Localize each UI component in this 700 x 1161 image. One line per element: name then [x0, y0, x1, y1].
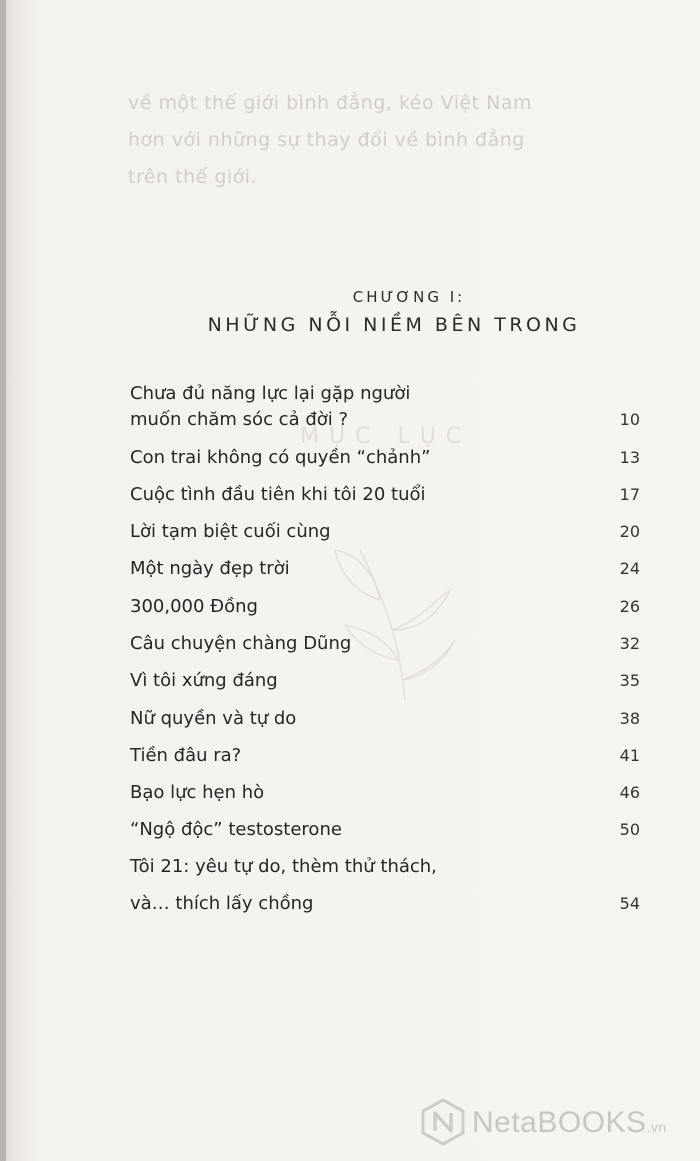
page-spine-shadow: [0, 0, 6, 1161]
watermark: [420, 1098, 695, 1148]
toc-entry-title: và… thích lấy chồng: [130, 893, 314, 914]
toc-entry-title: 300,000 Đồng: [130, 596, 258, 617]
toc-entry-page: 50: [619, 820, 640, 839]
watermark-suffix: .vn: [646, 1119, 667, 1135]
toc-entry-page: 10: [619, 410, 640, 429]
toc-entry-page: 46: [619, 783, 640, 802]
chapter-title: NHỮNG NỖI NIỀM BÊN TRONG: [207, 314, 581, 336]
toc-entry-page: 38: [619, 709, 640, 728]
toc-entry-page: 54: [619, 894, 640, 913]
toc-entry-title: “Ngộ độc” testosterone: [130, 819, 342, 840]
toc-entry-title: Tiền đâu ra?: [130, 745, 242, 766]
toc-entry-title: Câu chuyện chàng Dũng: [130, 633, 352, 654]
watermark-brand: NetaBOOKS: [472, 1106, 647, 1139]
toc-entry-title: Tôi 21: yêu tự do, thèm thử thách,: [130, 856, 437, 877]
toc-entry-page: 41: [619, 746, 640, 765]
netabooks-logo-icon: [420, 1098, 466, 1146]
toc-entry-title: Con trai không có quyền “chảnh”: [130, 447, 431, 468]
toc-entry-title: Vì tôi xứng đáng: [130, 670, 278, 691]
toc-entry-title: muốn chăm sóc cả đời ?: [130, 409, 349, 430]
toc-entry-page: 26: [619, 597, 640, 616]
toc-entry-title: Một ngày đẹp trời: [130, 558, 290, 579]
chapter-label: CHƯƠNG I:: [352, 288, 466, 306]
toc-entry-title: Nữ quyền và tự do: [130, 708, 297, 729]
toc-entry-page: 13: [619, 448, 640, 467]
toc-entry-title: Lời tạm biệt cuối cùng: [130, 521, 331, 542]
toc-entry-page: 24: [619, 559, 640, 578]
toc-entry-page: 35: [619, 671, 640, 690]
toc-entry-page: 32: [619, 634, 640, 653]
watermark-text: [472, 1106, 667, 1140]
bleed-through-line-1: về một thế giới bình đẳng, kéo Việt Nam: [128, 92, 533, 114]
bleed-through-line-2: hơn với những sự thay đổi về bình đẳng: [128, 129, 525, 151]
toc-entry-title: Cuộc tình đầu tiên khi tôi 20 tuổi: [130, 484, 426, 505]
toc-entry-page: 17: [619, 485, 640, 504]
toc-entry-page: 20: [619, 522, 640, 541]
leaf-sprig-bleed-icon: [320, 530, 470, 710]
bleed-through-line-3: trên thế giới.: [128, 166, 258, 188]
toc-entry-title: Chưa đủ năng lực lại gặp người: [130, 383, 411, 404]
bleed-through-heading: MỤC LỤC: [300, 424, 472, 449]
toc-entry-title: Bạo lực hẹn hò: [130, 782, 265, 803]
